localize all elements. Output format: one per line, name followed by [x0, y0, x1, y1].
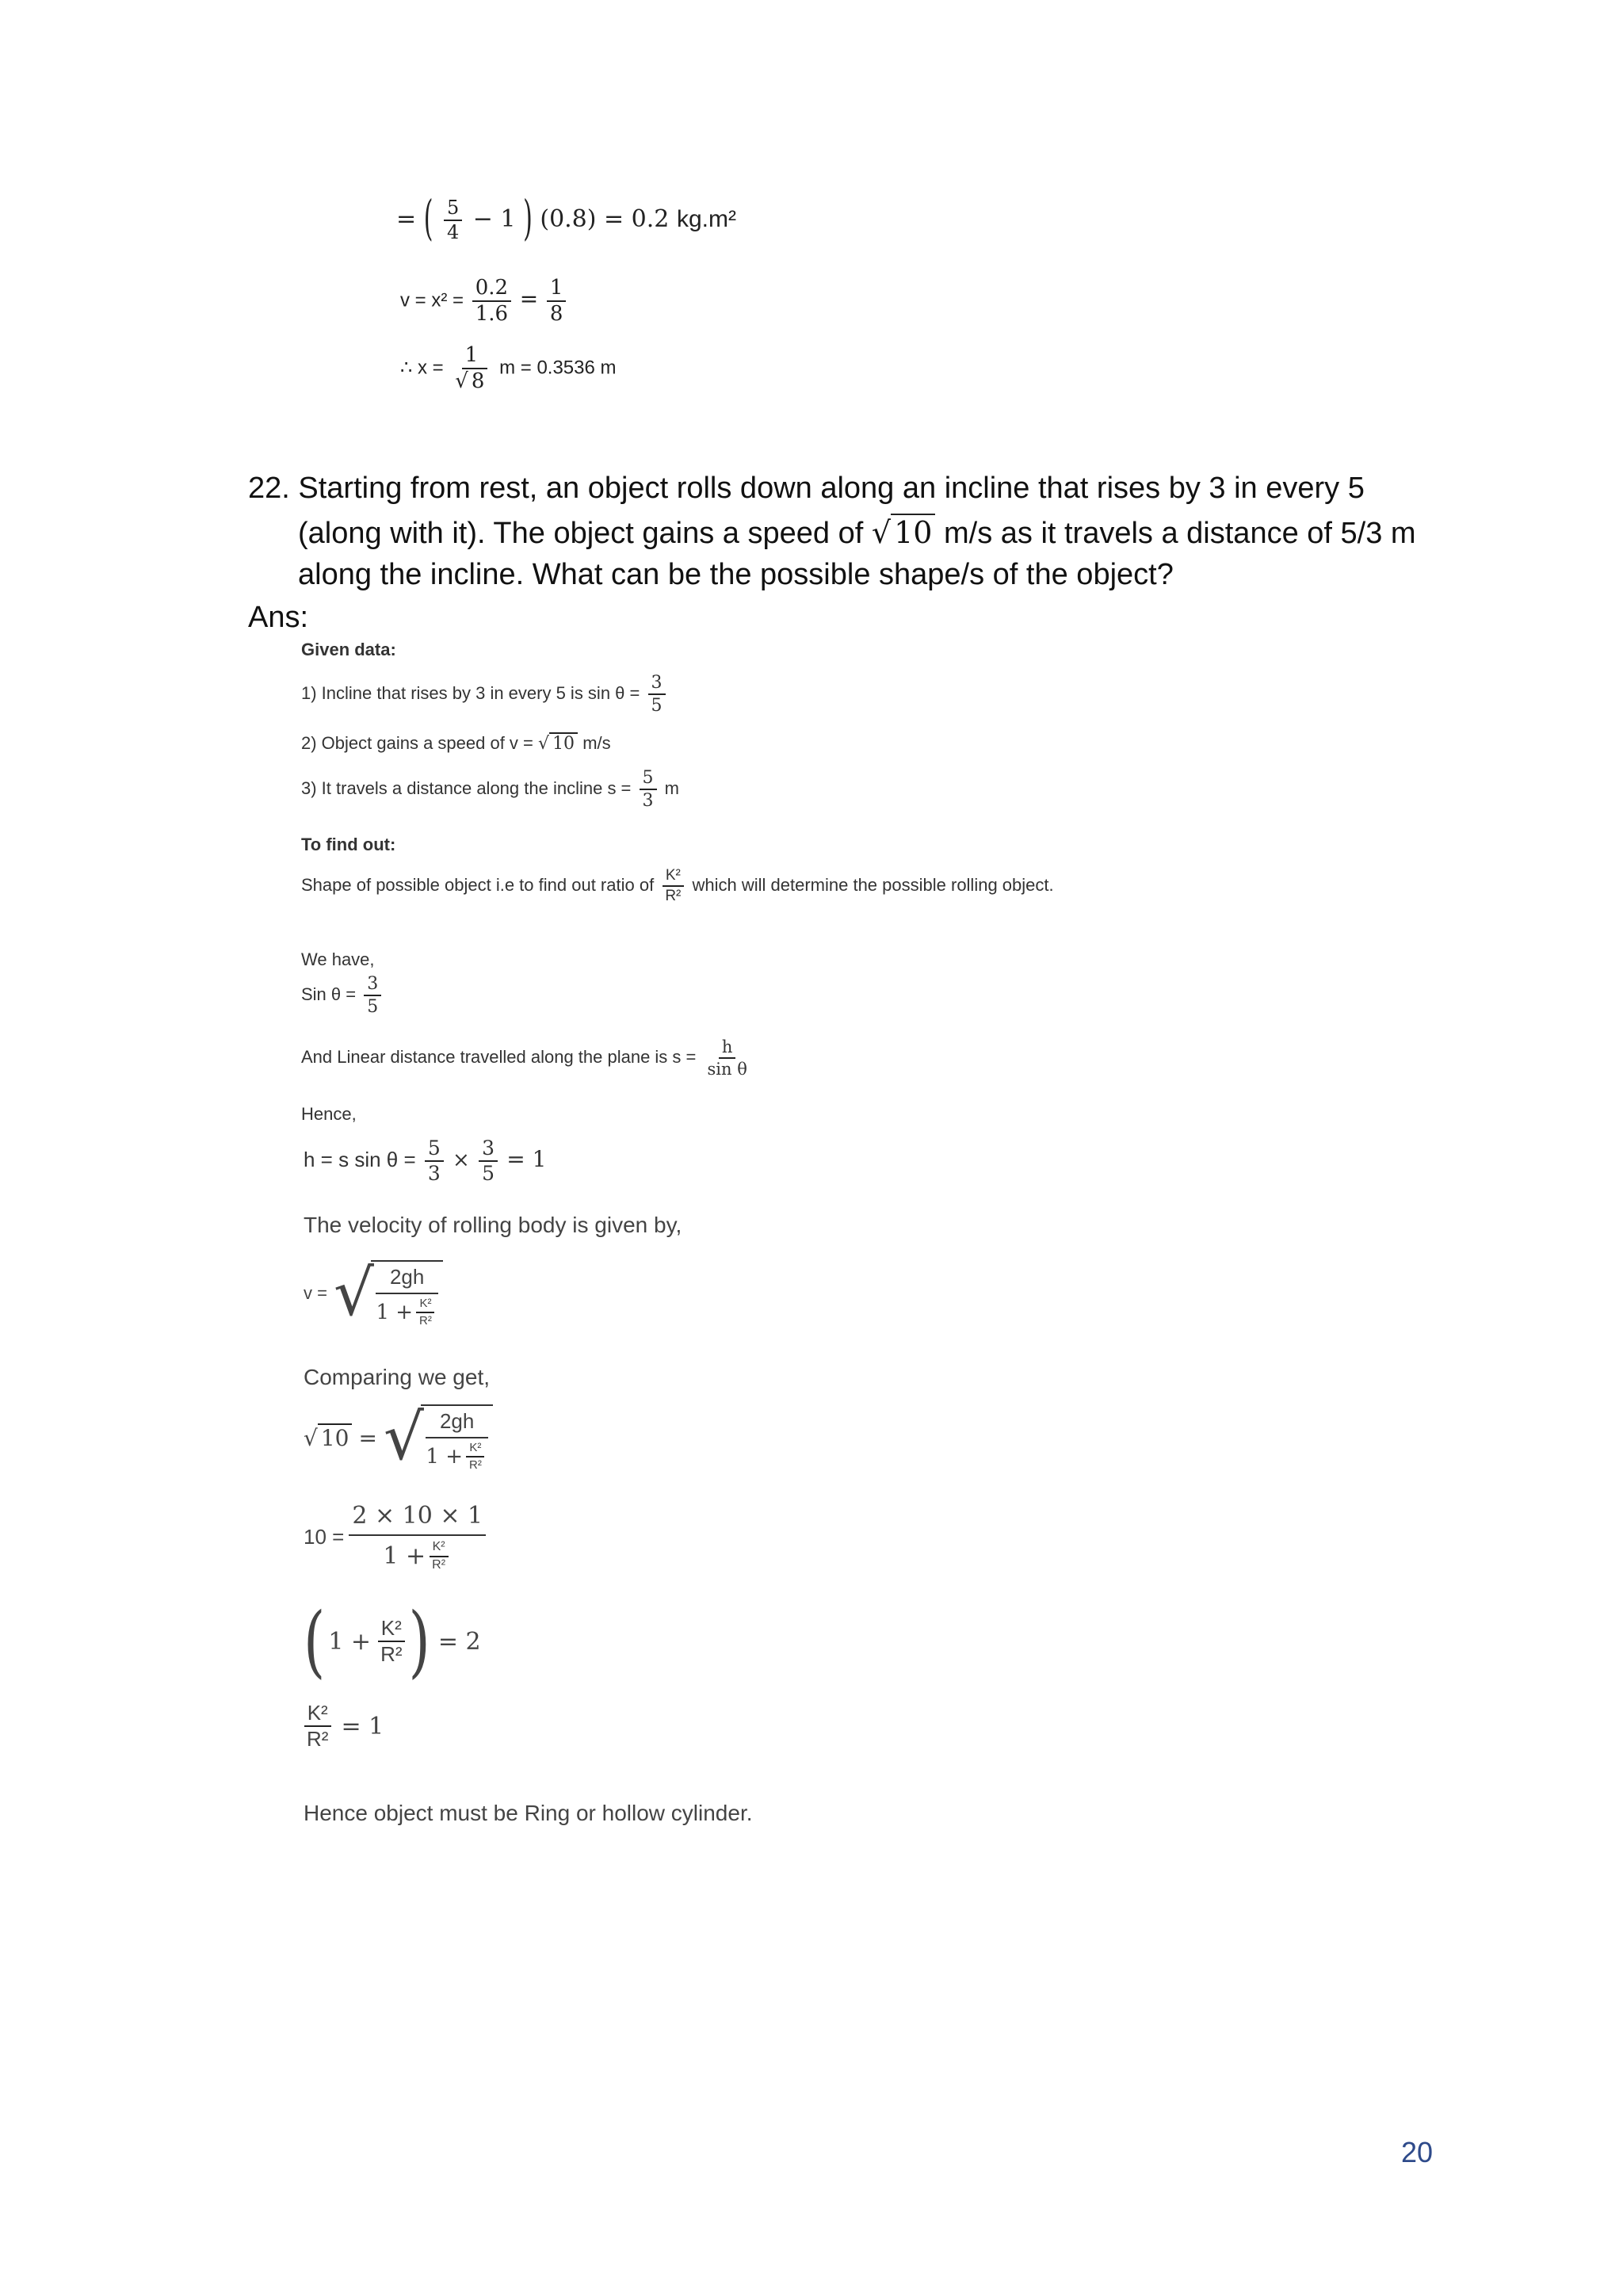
top-equation-line-2: v = x² = $\frac{0.2}{1.6}$ = $\frac{1}{8}$ [400, 277, 569, 326]
comparing-text: Comparing we get, [304, 1365, 491, 1389]
equals-sign: = [396, 205, 417, 234]
comparison-equation-4: $\frac{\text{K²}}{\text{R²}}$ = 1 [304, 1702, 384, 1751]
right-paren: ) [523, 191, 533, 247]
question-line-2: (along with it). The object gains a speed of √ 10 m/s as it travels a distance of 5/3 m [298, 515, 1416, 550]
radical-sign: √ [383, 1400, 424, 1475]
velocity-text: The velocity of rolling body is given by, [304, 1213, 682, 1237]
sin-theta-equation: Sin θ = $\frac{3}{5}$ [301, 975, 384, 1016]
to-find-heading: To find out: [301, 835, 396, 854]
h-equation: h = s sin θ = $\frac{5}{3}$ × $\frac{3}{5}$ = 1 [304, 1137, 547, 1186]
given-data-heading: Given data: [301, 640, 396, 659]
question-line-1: 22. Starting from rest, an object rolls down along an incline that rises by 3 in every 5 [248, 472, 1365, 505]
answer-label: Ans: [248, 601, 309, 634]
fraction-1-sqrt8: $\frac{1}{√ 8}$ [452, 345, 491, 393]
conclusion-text: Hence object must be Ring or hollow cylinder. [304, 1801, 753, 1825]
fraction-1-8: $\frac{1}{8}$ [547, 277, 567, 326]
hence-text: Hence, [301, 1104, 357, 1124]
left-paren: ( [423, 191, 433, 247]
radical-sign: √ [333, 1256, 374, 1331]
comparison-equation-1: √ 10 = √ 2gh 1 + $\frac{\text{K²}}{\text{R²}}$ [304, 1404, 493, 1472]
page-number: 20 [1401, 2136, 1434, 2168]
given-item-3: 3) It travels a distance along the incline s = $\frac{5}{3}$ m [301, 768, 679, 812]
we-have-text: We have, [301, 949, 375, 969]
linear-distance-equation: And Linear distance travelled along the plane is s = $\frac{h}{\text{sin θ}}$ [301, 1037, 747, 1079]
question-line-3: along the incline. What can be the possible shape/s of the object? [298, 558, 1174, 591]
given-item-2: 2) Object gains a speed of v = √ 10 m/s [301, 733, 611, 754]
top-equation-line-1: = ( $\frac{5}{4}$ − 1 ) (0.8) = 0.2 kg.m² [396, 191, 736, 247]
comparison-equation-2: 10 = 2 × 10 × 1 1 + $\frac{\text{K²}}{\text{R²}}$ [304, 1502, 486, 1572]
top-equation-line-3: ∴ x = $\frac{1}{√ 8}$ m = 0.3536 m [400, 343, 617, 394]
given-item-1: 1) Incline that rises by 3 in every 5 is sin θ = $\frac{3}{5}$ [301, 674, 669, 715]
fraction-0.2-1.6: $\frac{0.2}{1.6}$ [472, 277, 511, 326]
comparison-equation-3: ( 1 + $\frac{\text{K²}}{\text{R²}}$ ) = 2 [304, 1595, 481, 1687]
velocity-formula: v = √ 2gh 1 + $\frac{\text{K²}}{\text{R²}}$ [304, 1260, 443, 1328]
fraction-5-4: $\frac{5}{4}$ [444, 198, 462, 243]
to-find-text: Shape of possible object i.e to find out ratio of $\frac{\text{K²}}{\text{R²}}$ which will determine the possible rolling object. [301, 867, 1054, 904]
